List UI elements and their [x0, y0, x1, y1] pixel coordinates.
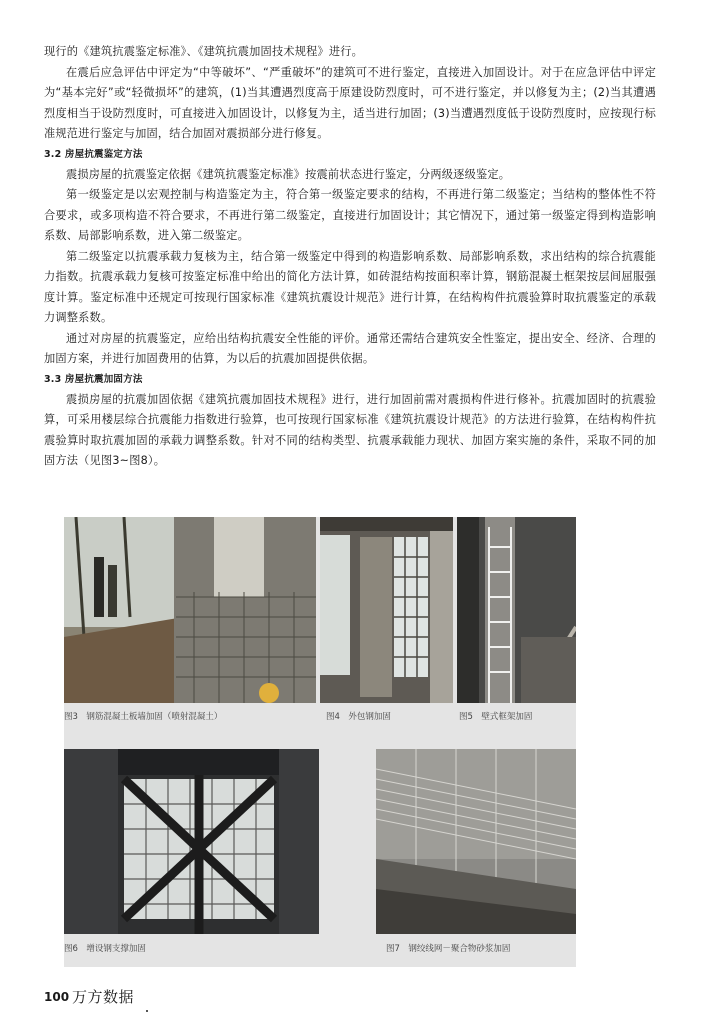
figure-panel: [64, 517, 576, 967]
paragraph: 第二级鉴定以抗震承载力复核为主，结合第一级鉴定中得到的构造影响系数、局部影响系数，求出结构的综合抗震能力指数。抗震承载力复核可按鉴定标准中给出的简化方法计算，如砖混结构按面积率计算，钢筋混凝土框架按层间屈服强度计算。鉴定标准中还规定可按现行国家标准《建筑抗震设计规范》进行计算，在结构构件抗震验算时取抗震鉴定的承载力调整系数。: [44, 249, 656, 324]
figure-3-photo: [64, 517, 316, 703]
figure-4-caption: 图4 外包钢加固: [326, 712, 391, 722]
figure-4-photo: [320, 517, 453, 703]
paragraph: 第一级鉴定是以宏观控制与构造鉴定为主，符合第一级鉴定要求的结构，不再进行第二级鉴定；当结构的整体性不符合要求，或多项构造不符合要求，不再进行第二级鉴定，直接进行加固设计；其它情况下，通过第一级鉴定得到构造影响系数、局部影响系数，进入第二级鉴定。: [44, 188, 656, 242]
watermark-brand: 万方数据: [72, 988, 135, 1006]
paragraph: 现行的《建筑抗震鉴定标准》、《建筑抗震加固技术规程》进行。: [44, 45, 364, 58]
figure-3-caption: 图3 钢筋混凝土板墙加固（喷射混凝土）: [64, 712, 223, 722]
section-heading: 3.3 房屋抗震加固方法: [44, 373, 143, 385]
figure-7-photo: [376, 749, 576, 934]
section-heading: 3.2 房屋抗震鉴定方法: [44, 148, 143, 160]
figure-7-caption: 图7 钢绞线网－聚合物砂浆加固: [386, 944, 511, 954]
figure-5-photo: [457, 517, 576, 703]
body-text: [44, 42, 656, 472]
figure-6-photo: [64, 749, 319, 934]
speck: [146, 1010, 148, 1012]
figure-6-caption: 图6 增设钢支撑加固: [64, 944, 146, 954]
figure-5-caption: 图5 壁式框架加固: [459, 712, 533, 722]
paragraph: 震损房屋的抗震加固依据《建筑抗震加固技术规程》进行，进行加固前需对震损构件进行修补。抗震加固时的抗震验算，可采用楼层综合抗震能力指数进行验算，也可按现行国家标准《建筑抗震设计规范》的方法进行验算，在结构构件抗震验算时取抗震加固的承载力调整系数。针对不同的结构类型、抗震承载能力现状、加固方案实施的条件，采取不同的加固方法（见图3~图8）。: [44, 392, 656, 467]
page-number: 100: [44, 990, 70, 1004]
paragraph: 震损房屋的抗震鉴定依据《建筑抗震鉴定标准》按震前状态进行鉴定，分两级逐级鉴定。: [66, 167, 511, 181]
paragraph: 通过对房屋的抗震鉴定，应给出结构抗震安全性能的评价。通常还需结合建筑安全性鉴定，提出安全、经济、合理的加固方案，并进行加固费用的估算，为以后的抗震加固提供依据。: [44, 331, 656, 365]
paragraph: 在震后应急评估中评定为“中等破坏”、“严重破坏”的建筑可不进行鉴定，直接进入加固设计。对于在应急评估中评定为“基本完好”或“轻微损坏”的建筑，(1)当其遭遇烈度高于原建设防烈度时，可不进行鉴定，并以修复为主；(2)当其遭遇烈度相当于设防烈度时，可直接进入加固设计，以修复为主，适当进行加固；(3)当遭遇烈度低于设防烈度时，应按现行标准规范进行鉴定与加固，结合加固对震损部分进行修复。: [44, 65, 656, 140]
